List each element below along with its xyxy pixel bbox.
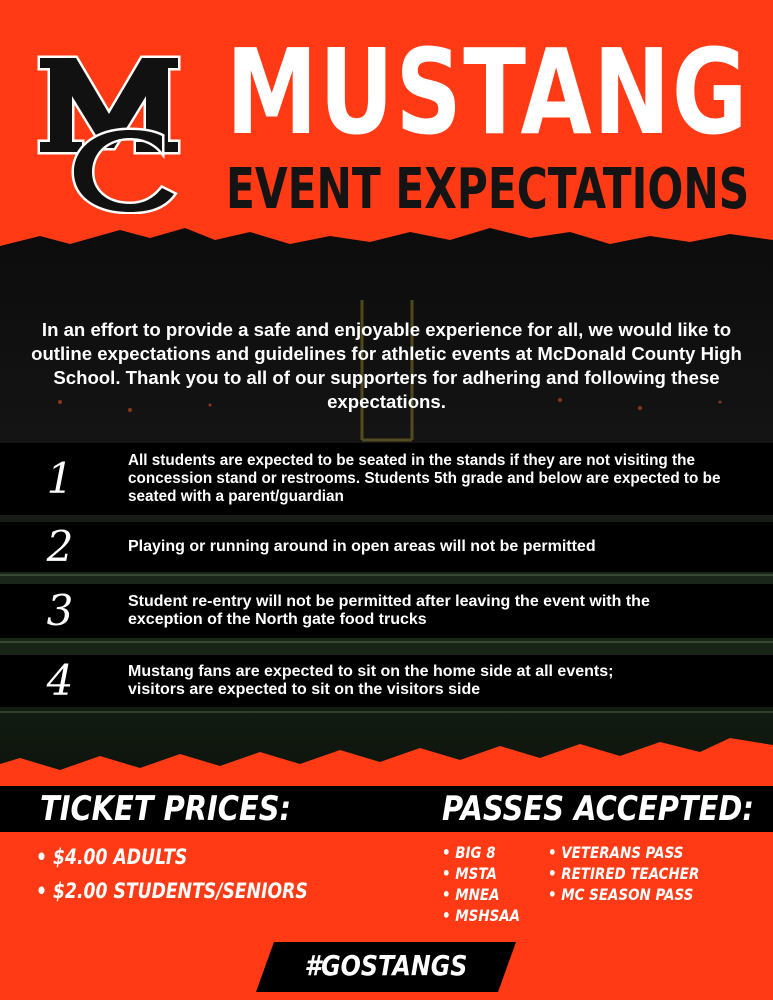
rule-text-3: Student re-entry will not be permitted after leaving the event with the exception of the North gate food trucks (128, 593, 650, 628)
mc-logo (34, 44, 184, 214)
pass-item: • BIG 8 (442, 843, 496, 862)
pass-item: • MC SEASON PASS (548, 885, 694, 904)
ticket-prices-heading: TICKET PRICES: (40, 789, 292, 829)
rule-text-4: Mustang fans are expected to sit on the home side at all events; visitors are expected to sit on the visitors side (128, 663, 614, 698)
pass-item: • VETERANS PASS (548, 843, 684, 862)
page-title: MUSTANG (226, 23, 749, 161)
pass-item: • RETIRED TEACHER (548, 864, 700, 883)
rule-number-2: 2 (46, 522, 74, 571)
passes-accepted-heading: PASSES ACCEPTED: (442, 789, 754, 829)
hashtag-text: #GOSTANGS (304, 949, 468, 982)
ticket-price-item: • $4.00 ADULTS (36, 845, 188, 869)
rule-number-1: 1 (46, 454, 74, 503)
rule-text-2: Playing or running around in open areas will not be permitted (128, 538, 596, 555)
hashtag-badge (256, 940, 516, 992)
pass-item: • MSTA (442, 864, 497, 883)
intro-paragraph: In an effort to provide a safe and enjoyable experience for all, we would like to outline expectations and guidelines for athletic events at McDonald County High School. Thank you to all of our supporters for adhering and following these expectations. (31, 319, 742, 412)
ticket-price-item: • $2.00 STUDENTS/SENIORS (36, 879, 308, 903)
rule-number-3: 3 (46, 586, 74, 635)
pass-item: • MNEA (442, 885, 500, 904)
page-subtitle: EVENT EXPECTATIONS (226, 157, 750, 222)
rule-number-4: 4 (46, 656, 74, 705)
rule-text-1: All students are expected to be seated in the stands if they are not visiting the concession stand or restrooms. Students 5th grade and below are expected to be seated with a parent/guardian (128, 452, 721, 505)
pass-item: • MSHSAA (442, 906, 521, 925)
